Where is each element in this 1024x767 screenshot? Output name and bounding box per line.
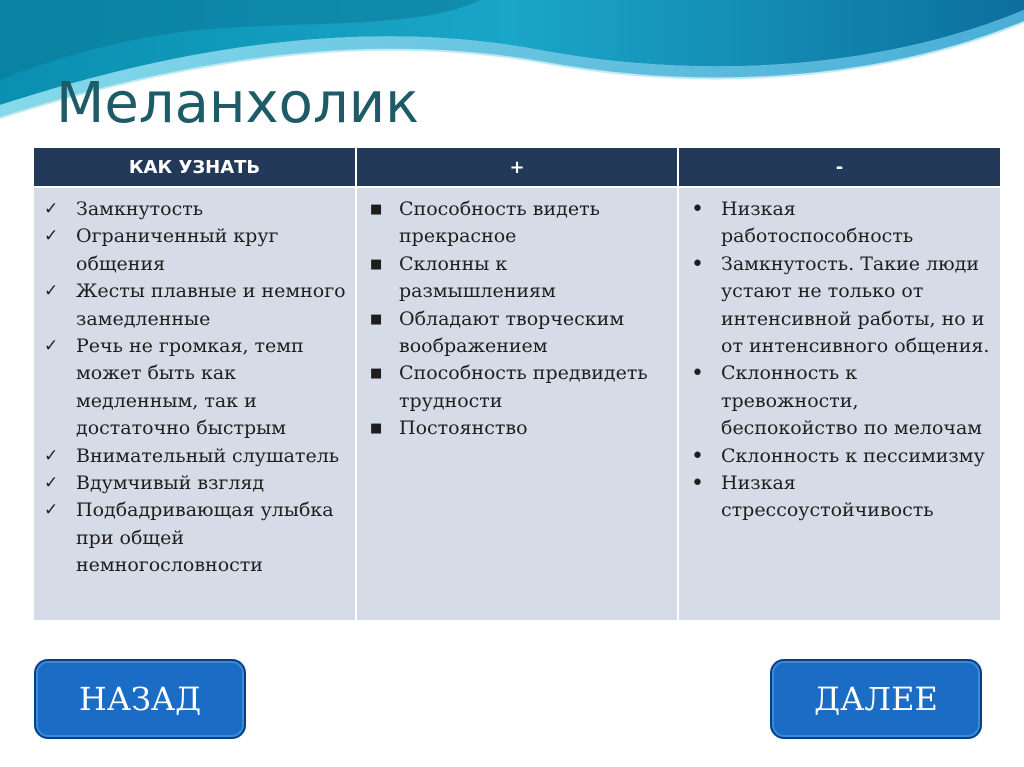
list-item (363, 306, 669, 361)
list-item-text: Ограниченный круг общения (76, 225, 279, 275)
list-item-text: Жесты плавные и немного замедленные (76, 280, 346, 330)
dot-bullet-icon: • (691, 361, 704, 387)
table-body-row (34, 187, 1000, 621)
column-cons (678, 187, 1000, 621)
dot-bullet-icon: • (691, 197, 704, 222)
checkmark-icon: ✓ (44, 281, 59, 302)
list-item (685, 443, 992, 470)
list-item (40, 497, 347, 579)
list-item (40, 470, 347, 497)
checkmark-icon: ✓ (44, 473, 59, 494)
list-item (40, 196, 347, 223)
list-item-text: Способность видеть прекрасное (399, 198, 600, 248)
checkmark-icon: ✓ (44, 500, 59, 521)
list-item (40, 333, 347, 443)
list-item-text: Подбадривающая улыбка при общей немногословности (76, 499, 334, 577)
list-item-text: Низкая стрессоустойчивость (721, 472, 934, 522)
header-cons: - (678, 147, 1000, 187)
list-item-text: Постоянство (399, 417, 528, 440)
list-item (685, 196, 992, 251)
list-item-text: Замкнутость (76, 198, 204, 220)
list-item-text: Низкая работоспособность (721, 198, 914, 248)
list-item-text: Склонны к размышлениям (399, 252, 556, 303)
square-bullet-icon: ■ (370, 311, 383, 327)
checkmark-icon: ✓ (44, 445, 59, 466)
list-pros (363, 196, 669, 443)
back-button[interactable]: НАЗАД (34, 659, 246, 739)
checkmark-icon: ✓ (44, 226, 59, 247)
square-bullet-icon: ■ (370, 202, 383, 217)
list-item-text: Вдумчивый взгляд (76, 472, 265, 495)
list-item-text: Обладают творческим воображением (399, 307, 625, 358)
list-cons (685, 196, 992, 525)
list-item (685, 360, 992, 442)
checkmark-icon: ✓ (44, 199, 59, 219)
list-item (40, 278, 347, 333)
dot-bullet-icon: • (691, 443, 704, 469)
list-item-text: Речь не громкая, темп может быть как медленным, так и достаточно быстрым (76, 335, 304, 440)
square-bullet-icon: ■ (370, 421, 383, 437)
list-item-text: Замкнутость. Такие люди устают не только от интенсивной работы, но и от интенсивного общения. (721, 252, 990, 358)
list-item-text: Склонность к пессимизму (721, 444, 985, 467)
list-how-to-recognize (40, 196, 347, 580)
list-item-text: Внимательный слушатель (76, 444, 340, 467)
list-item (363, 360, 669, 415)
list-item (363, 415, 669, 442)
list-item (363, 251, 669, 306)
temperament-table (34, 146, 1000, 622)
list-item (363, 196, 669, 251)
list-item-text: Способность предвидеть трудности (399, 362, 648, 412)
list-item-text: Склонность к тревожности, беспокойство по мелочам (721, 362, 983, 440)
list-item (40, 223, 347, 278)
next-button[interactable]: ДАЛЕЕ (770, 659, 982, 739)
header-pros: + (356, 147, 678, 187)
dot-bullet-icon: • (691, 471, 704, 497)
square-bullet-icon: ■ (370, 366, 383, 382)
dot-bullet-icon: • (691, 251, 704, 277)
list-item (685, 251, 992, 361)
table-header-row (34, 147, 1000, 187)
header-how-to-recognize: КАК УЗНАТЬ (34, 147, 356, 187)
list-item (685, 470, 992, 525)
square-bullet-icon: ■ (370, 256, 383, 272)
column-how-to-recognize (34, 187, 356, 621)
column-pros (356, 187, 678, 621)
slide-title: Меланхолик (56, 71, 419, 136)
checkmark-icon: ✓ (44, 336, 59, 357)
list-item (40, 443, 347, 470)
